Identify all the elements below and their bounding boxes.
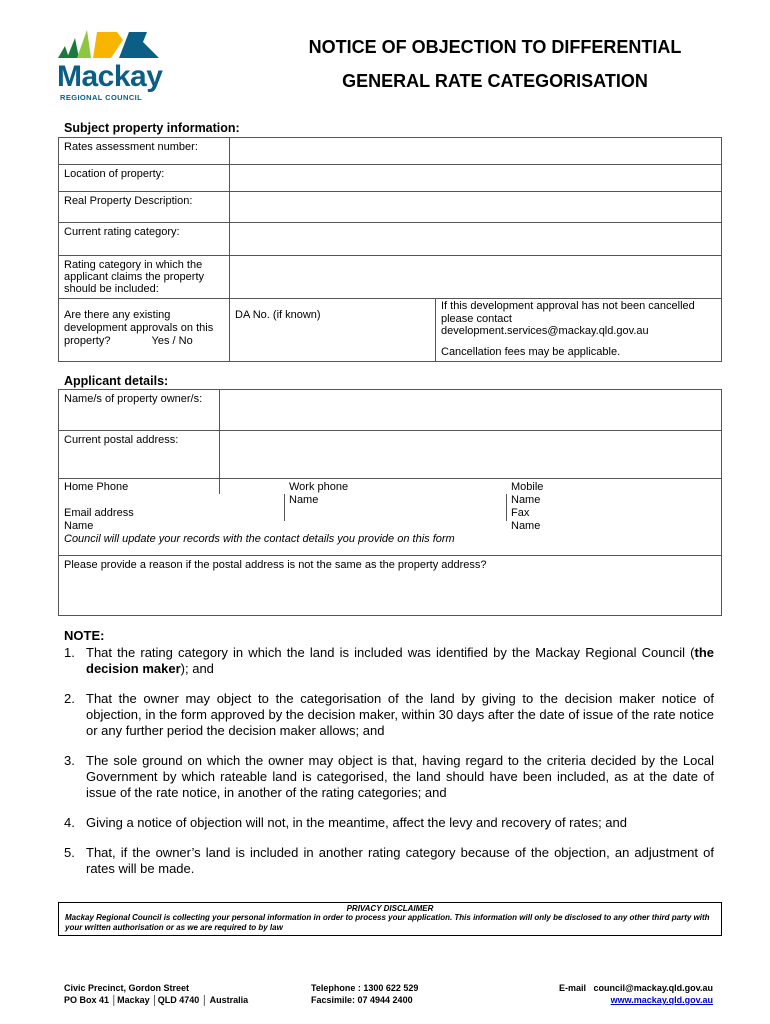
note-item xyxy=(64,845,714,877)
update-note: Council will update your records with the contact details you provide on this form xyxy=(64,533,455,545)
note-number: 3. xyxy=(64,753,75,768)
dev-approvals-label: Are there any existing development approvals on this property? xyxy=(64,309,214,347)
contact-block xyxy=(59,479,722,556)
postal-label: Current postal address: xyxy=(59,431,220,479)
mobile-field[interactable] xyxy=(511,481,543,533)
rates-assessment-field[interactable] xyxy=(230,138,722,165)
home-phone-field[interactable] xyxy=(64,481,128,493)
email-name-label: Name xyxy=(64,520,94,532)
da-number-field[interactable] xyxy=(230,299,436,362)
dev-approvals-cell xyxy=(59,299,230,362)
note-number: 1. xyxy=(64,645,75,660)
contact-note-cell xyxy=(436,299,722,362)
location-label: Location of property: xyxy=(59,165,230,192)
footer-facsimile: Facsimile: 07 4944 2400 xyxy=(311,995,413,1005)
email-label: Email address xyxy=(64,507,134,519)
footer-phone xyxy=(311,982,418,1006)
note-text: That, if the owner’s land is included in another rating category because of the objection, an adjustment of rates will be made. xyxy=(86,845,714,876)
note-list xyxy=(64,645,714,891)
divider xyxy=(506,494,507,521)
logo-wordmark: Mackay xyxy=(57,60,163,93)
footer-address-line2: PO Box 41 │Mackay │QLD 4740 │ Australia xyxy=(64,995,249,1005)
owners-label: Name/s of property owner/s: xyxy=(59,390,220,431)
footer-email-label: E-mail xyxy=(558,983,586,993)
divider xyxy=(284,494,285,521)
claimed-category-label: Rating category in which the applicant claims the property should be included: xyxy=(59,256,230,299)
applicant-table xyxy=(58,389,722,616)
note-item xyxy=(64,815,714,831)
footer-telephone: Telephone : 1300 622 529 xyxy=(311,983,419,993)
form-title-line1: NOTICE OF OBJECTION TO DIFFERENTIAL xyxy=(308,37,682,57)
note-number: 4. xyxy=(64,815,75,830)
note-number: 5. xyxy=(64,845,75,860)
footer-email[interactable]: council@mackay.qld.gov.au xyxy=(593,983,713,993)
home-phone-label: Home Phone xyxy=(64,481,129,493)
rates-assessment-label: Rates assessment number: xyxy=(59,138,230,165)
postal-field[interactable] xyxy=(220,431,722,479)
fax-name-label: Name xyxy=(511,520,541,532)
real-property-label: Real Property Description: xyxy=(59,192,230,223)
current-category-field[interactable] xyxy=(230,223,722,256)
logo-subtitle: REGIONAL COUNCIL xyxy=(60,93,143,102)
note-text: Giving a notice of objection will not, in the meantime, affect the levy and recovery of rates; and xyxy=(86,815,627,830)
note-item xyxy=(64,645,714,677)
mobile-name-label: Name xyxy=(511,494,541,506)
note-number: 2. xyxy=(64,691,75,706)
note-heading: NOTE: xyxy=(64,628,105,643)
cancellation-fees-note: Cancellation fees may be applicable. xyxy=(441,345,621,358)
work-name-label: Name xyxy=(289,494,319,506)
yes-no-option[interactable]: Yes / No xyxy=(151,335,193,347)
note-item xyxy=(64,691,714,739)
real-property-field[interactable] xyxy=(230,192,722,223)
contact-note: If this development approval has not been cancelled please contact development.services@mackay.qld.gov.au xyxy=(441,300,695,337)
reason-field[interactable] xyxy=(59,556,722,616)
note-text: That the rating category in which the land is included was identified by the Mackay Regional Council ( xyxy=(86,645,695,660)
current-category-label: Current rating category: xyxy=(59,223,230,256)
note-text-end: ); and xyxy=(180,661,214,676)
footer-contact xyxy=(559,982,713,1006)
mobile-label: Mobile xyxy=(511,481,544,493)
privacy-disclaimer xyxy=(58,902,722,936)
note-text: The sole ground on which the owner may object is that, having regard to the criteria decided by the Local Government by which rateable land is categorised, the land should have been included, as at the date of issue of the rate notice, in another of the rating categories; and xyxy=(86,753,714,800)
owners-field[interactable] xyxy=(220,390,722,431)
email-field[interactable] xyxy=(64,507,134,533)
privacy-title: PRIVACY DISCLAIMER xyxy=(346,904,434,913)
applicant-heading: Applicant details: xyxy=(64,374,169,388)
divider xyxy=(219,479,220,494)
footer-address-line1: Civic Precinct, Gordon Street xyxy=(64,983,190,993)
location-field[interactable] xyxy=(230,165,722,192)
fax-label: Fax xyxy=(511,507,530,519)
note-bold-text: the decision maker xyxy=(86,645,714,676)
subject-table xyxy=(58,137,722,362)
work-phone-field[interactable] xyxy=(289,481,348,507)
note-text: That the owner may object to the categorisation of the land by giving to the decision maker notice of objection, in the form approved by the decision maker, within 30 days after the date of issue of the rate notice or any further period the decision maker allows; and xyxy=(86,691,714,738)
footer-address xyxy=(64,982,248,1006)
subject-heading: Subject property information: xyxy=(64,121,240,135)
note-item xyxy=(64,753,714,801)
privacy-text: Mackay Regional Council is collecting your personal information in order to process your application. This information will only be disclosed to any other third party with your written authorisation or as we are required to by law xyxy=(65,913,710,932)
work-phone-label: Work phone xyxy=(289,481,349,493)
form-title-line2: GENERAL RATE CATEGORISATION xyxy=(342,71,648,91)
footer-website-link[interactable]: www.mackay.qld.gov.au xyxy=(610,995,713,1005)
reason-label: Please provide a reason if the postal address is not the same as the property address? xyxy=(64,559,487,571)
da-number-label: DA No. (if known) xyxy=(235,309,321,321)
claimed-category-field[interactable] xyxy=(230,256,722,299)
